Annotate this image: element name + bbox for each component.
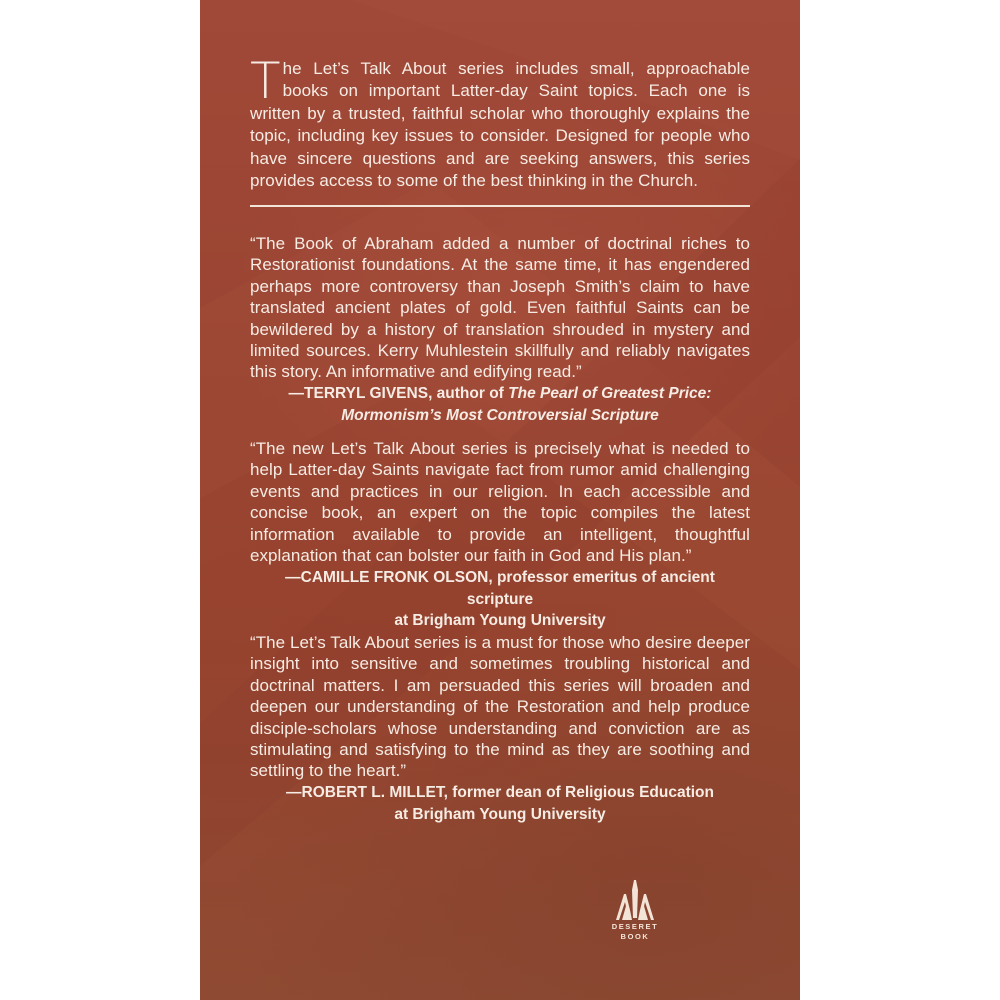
- series-description: [250, 52, 750, 192]
- endorsement-attribution-1: [250, 383, 750, 426]
- endorsement-quote-2: “The new Let’s Talk About series is precisely what is needed to help Latter-day Saints navigate fact from rumor amid challenging events and practices in our religion. In each accessible and concise book, an expert on the topic compiles the latest information available to provide an intelligent, thoughtful explanation that can bolster our faith in God and His plan.”: [250, 439, 750, 566]
- attribution-dash: —: [285, 569, 301, 586]
- endorsement-attribution-2: [250, 567, 750, 632]
- publisher-logo: [608, 880, 662, 942]
- attribution-dash: —: [288, 385, 305, 402]
- attribution-name: CAMILLE FRONK OLSON: [300, 569, 489, 586]
- attribution-role: , former dean of Religious Education: [443, 784, 714, 801]
- attribution-name: TERRYL GIVENS: [304, 385, 429, 402]
- attribution-institution: at Brigham Young University: [394, 612, 606, 629]
- back-cover: [200, 0, 800, 1000]
- endorsement-quote-3: “The Let’s Talk About series is a must for those who desire deeper insight into sensitive and sometimes troubling historical and doctrinal matters. I am persuaded this series will broaden and deepen our understanding of the Restoration and help produce disciple-scholars whose understanding and conviction are as stimulating and satisfying to the mind as they are soothing and settling to the heart.”: [250, 633, 750, 781]
- publisher-name-line-1: DESERET: [611, 922, 659, 931]
- attribution-role: , professor emeritus of ancient scripture: [466, 569, 715, 608]
- attribution-role: , author of: [428, 385, 509, 402]
- publisher-name-line-2: BOOK: [620, 932, 650, 941]
- attribution-dash: —: [286, 784, 302, 801]
- attribution-work: The Pearl of Greatest Price: Mormonism’s Most Controversial Scripture: [341, 385, 712, 424]
- series-description-text: he Let’s Talk About series includes small, approachable books on important Latter-day Saint topics. Each one is written by a trusted, faithful scholar who thoroughly explains the topic, including key issues to consider. Designed for people who have sincere questions and are seeking answers, this series provides access to some of the best thinking in the Church.: [250, 59, 750, 191]
- deseret-book-logo-icon: [612, 880, 658, 922]
- attribution-institution: at Brigham Young University: [394, 805, 606, 823]
- attribution-name: ROBERT L. MILLET: [301, 784, 444, 801]
- endorsement-attribution-3: [250, 782, 750, 825]
- drop-cap: T: [250, 52, 281, 110]
- endorsement-quote-1: “The Book of Abraham added a number of doctrinal riches to Restorationist foundations. At the same time, it has engendered perhaps more controversy than Joseph Smith’s claim to have translated ancient plates of gold. Even faithful Saints can be bewildered by a history of translation shrouded in mystery and limited sources. Kerry Muhlestein skillfully and reliably navigates this story. An informative and edifying read.”: [250, 234, 750, 382]
- divider: [250, 205, 750, 207]
